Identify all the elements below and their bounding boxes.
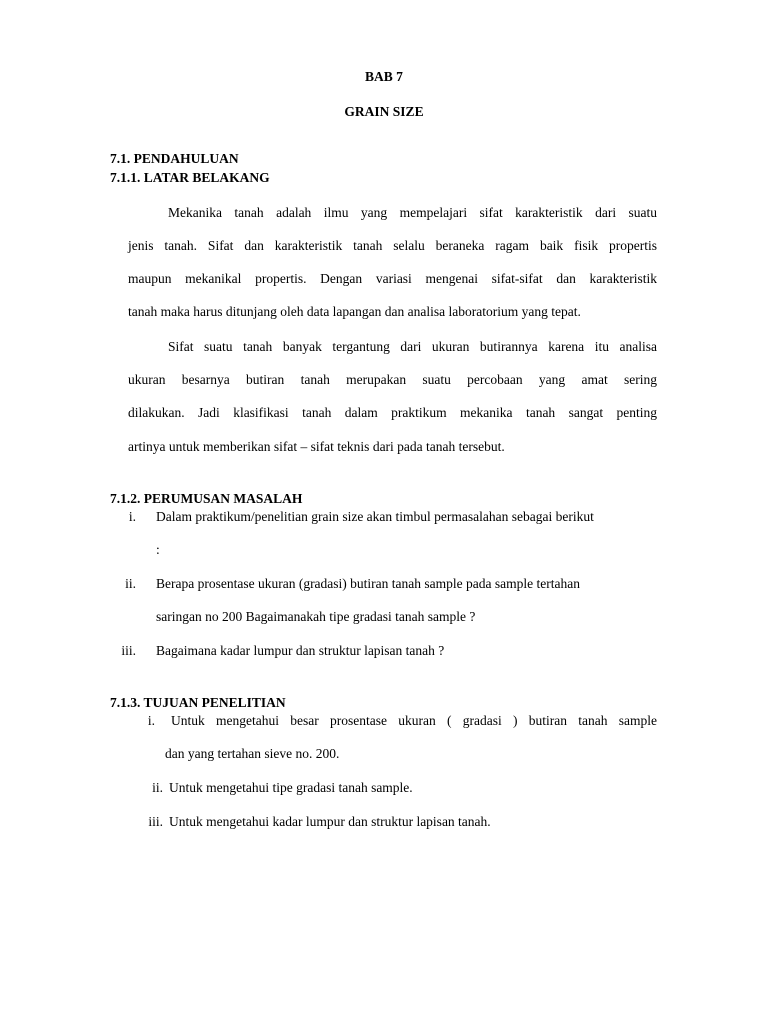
section-heading-7-1-3: 7.1.3. TUJUAN PENELITIAN <box>110 695 286 710</box>
latar-p2-line-4: artinya untuk memberikan sifat – sifat teknis dari pada tanah tersebut. <box>128 439 505 454</box>
section-heading-7-1: 7.1. PENDAHULUAN <box>110 151 239 166</box>
chapter-title: GRAIN SIZE <box>344 104 424 119</box>
list-item-text-cont: saringan no 200 Bagaimanakah tipe gradasi tanah sample ? <box>156 609 476 624</box>
list-number: iii. <box>121 643 136 658</box>
list-item-text-cont: dan yang tertahan sieve no. 200. <box>165 746 340 761</box>
section-heading-7-1-1: 7.1.1. LATAR BELAKANG <box>110 170 270 185</box>
list-item-text: Berapa prosentase ukuran (gradasi) butiran tanah sample pada sample tertahan <box>156 576 580 591</box>
latar-p1-line-4: tanah maka harus ditunjang oleh data lapangan dan analisa laboratorium yang tepat. <box>128 304 581 319</box>
chapter-heading: BAB 7 <box>365 69 403 84</box>
list-number: iii. <box>148 814 163 829</box>
list-item-text: Untuk mengetahui tipe gradasi tanah sample. <box>169 780 413 795</box>
latar-p1-line-3: maupun mekanikal propertis. Dengan variasi mengenai sifat-sifat dan karakteristik <box>128 271 657 286</box>
list-item-text: Dalam praktikum/penelitian grain size akan timbul permasalahan sebagai berikut <box>156 509 594 524</box>
section-heading-7-1-2: 7.1.2. PERUMUSAN MASALAH <box>110 491 303 506</box>
list-item-text-cont: : <box>156 542 160 557</box>
latar-p2-line-2: ukuran besarnya butiran tanah merupakan suatu percobaan yang amat sering <box>128 372 657 387</box>
list-item-text: Untuk mengetahui besar prosentase ukuran ( gradasi ) butiran tanah sample <box>171 713 657 728</box>
list-item-text: Bagaimana kadar lumpur dan struktur lapisan tanah ? <box>156 643 445 658</box>
latar-p2-line-3: dilakukan. Jadi klasifikasi tanah dalam praktikum mekanika tanah sangat penting <box>128 405 657 420</box>
list-number: ii. <box>152 780 163 795</box>
list-number: ii. <box>125 576 136 591</box>
latar-p1-line-2: jenis tanah. Sifat dan karakteristik tanah selalu beraneka ragam baik fisik propertis <box>128 238 657 253</box>
list-item-text: Untuk mengetahui kadar lumpur dan struktur lapisan tanah. <box>169 814 491 829</box>
list-number: i. <box>147 713 155 728</box>
latar-p2-line-1: Sifat suatu tanah banyak tergantung dari ukuran butirannya karena itu analisa <box>168 339 657 354</box>
list-number: i. <box>128 509 136 524</box>
latar-p1-line-1: Mekanika tanah adalah ilmu yang mempelajari sifat karakteristik dari suatu <box>168 205 657 220</box>
